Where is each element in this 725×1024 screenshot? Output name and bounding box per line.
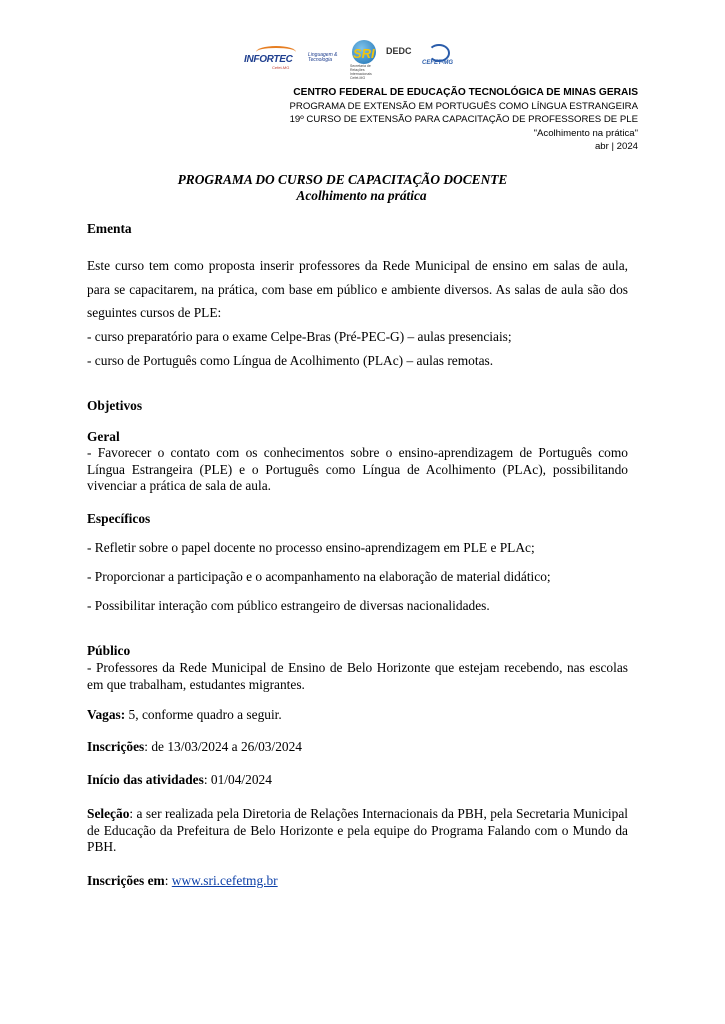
ementa-heading: Ementa <box>87 221 132 236</box>
objetivos-heading: Objetivos <box>87 398 143 413</box>
ementa-item-2: - curso de Português como Língua de Acolhimento (PLAc) – aulas remotas. <box>87 353 494 368</box>
especificos-heading: Específicos <box>87 511 151 526</box>
infortec-logo: INFORTEC Cefet-MG <box>242 44 304 70</box>
ementa-text: Este curso tem como proposta inserir professores da Rede Municipal de ensino em salas de aula, para se capacitarem, na prática, com base em público e ambiente diversos. As salas de aula são dos seguintes cursos de PLE: <box>87 258 628 320</box>
especifico-item-2: - Proporcionar a participação e o acompanhamento na elaboração de material didático; <box>87 569 551 584</box>
especifico-item-3: - Possibilitar interação com público estrangeiro de diversas nacionalidades. <box>87 598 490 613</box>
sri-website-link[interactable]: www.sri.cefetmg.br <box>171 873 278 888</box>
inscricoes-em-sep: : <box>164 873 172 888</box>
cefet-logo: CEFET-MG <box>422 42 452 72</box>
linguagem-tecnologia-logo: Linguagem & Tecnologia <box>308 52 338 63</box>
document-header <box>290 86 638 154</box>
selecao-value: : a ser realizada pela Diretoria de Relações Internacionais da PBH, pela Secretaria Municipal de Educação da Prefeitura de Belo Horizonte e pela equipe do Programa Falando com o Mundo da PBH. <box>87 806 628 855</box>
sri-logo: SRI Secretaria de Relações Internacionais Cefet-MG <box>350 38 378 74</box>
geral-heading: Geral <box>87 429 120 444</box>
inicio-value: : 01/04/2024 <box>203 772 272 787</box>
title-main: PROGRAMA DO CURSO DE CAPACITAÇÃO DOCENTE <box>177 172 508 187</box>
inscricoes-line <box>87 739 628 755</box>
geral-text: - Favorecer o contato com os conhecimentos sobre o ensino-aprendizagem de Português como Língua Estrangeira (PLE) e o Português como Língua de Acolhimento (PLAc), possibilitando vivenciar a prática de sala de aula. <box>87 445 628 494</box>
vagas-line <box>87 707 628 723</box>
title-sub: Acolhimento na prática <box>296 188 427 203</box>
inscricoes-em-line <box>87 873 628 889</box>
vagas-value: 5, conforme quadro a seguir. <box>125 707 282 722</box>
program-name: PROGRAMA DE EXTENSÃO EM PORTUGUÊS COMO LÍNGUA ESTRANGEIRA <box>289 100 638 112</box>
publico-heading: Público <box>87 643 131 658</box>
inicio-line <box>87 772 628 788</box>
inscricoes-em-label: Inscrições em <box>87 873 165 888</box>
ementa-item-1: - curso preparatório para o exame Celpe-Bras (Pré-PEC-G) – aulas presenciais; <box>87 329 512 344</box>
course-name: 19º CURSO DE EXTENSÃO PARA CAPACITAÇÃO DE PROFESSORES DE PLE <box>289 114 638 125</box>
especifico-item-1: - Refletir sobre o papel docente no processo ensino-aprendizagem em PLE e PLAc; <box>87 540 535 555</box>
page-title <box>0 172 725 204</box>
inscricoes-label: Inscrições <box>87 739 145 754</box>
selecao-line <box>87 806 628 856</box>
selecao-label: Seleção <box>87 806 130 821</box>
inicio-label: Início das atividades <box>87 772 204 787</box>
dedc-logo: DEDC <box>386 46 412 56</box>
course-subtitle: "Acolhimento na prática" <box>533 127 638 139</box>
institution-name: CENTRO FEDERAL DE EDUCAÇÃO TECNOLÓGICA DE MINAS GERAIS <box>293 87 638 98</box>
publico-text: - Professores da Rede Municipal de Ensino de Belo Horizonte que estejam recebendo, nas escolas em que trabalham, estudantes migrantes. <box>87 660 628 692</box>
vagas-label: Vagas: <box>87 707 126 722</box>
inscricoes-value: : de 13/03/2024 a 26/03/2024 <box>144 739 302 754</box>
document-date: abr | 2024 <box>594 141 638 152</box>
logo-strip <box>242 38 453 80</box>
